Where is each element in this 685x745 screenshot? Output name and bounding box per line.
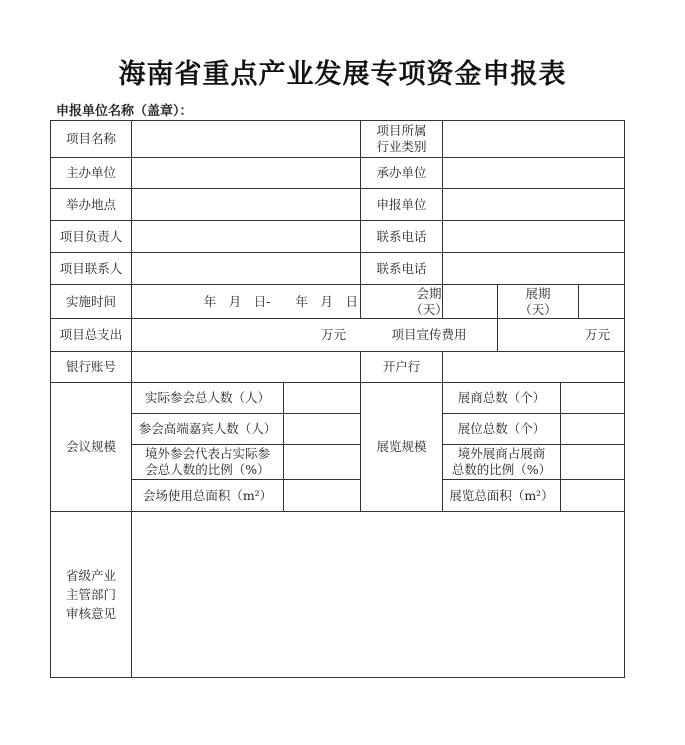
meeting-days-label-line1: 会期 [416,285,442,301]
booth-count-label: 展位总数（个） [457,421,546,436]
review-opinion-label [51,512,131,677]
project-lead-label: 项目负责人 [59,228,123,244]
review-opinion-field[interactable] [132,512,624,677]
applicant-unit-row-field[interactable] [443,189,624,220]
exhibitor-count-label: 展商总数（个） [457,390,546,405]
foreign-exhibitor-ratio-line1: 境外展商占展商 [457,446,546,461]
applicant-unit-row-label: 申报单位 [376,196,427,212]
venue-field[interactable] [132,189,360,220]
bank-label: 开户行 [382,359,421,374]
applicant-unit-line [56,100,397,119]
page-title: 海南省重点产业发展专项资金申报表 [118,59,567,90]
project-contact-field[interactable] [132,253,360,284]
lead-phone-label: 联系电话 [376,228,427,244]
meeting-vip-field[interactable] [284,414,360,444]
exhibition-area-field[interactable] [561,480,624,511]
date-range-field[interactable]: 年 月 日- 年 月 日 [203,293,358,309]
exhibition-scale-label: 展览规模 [376,439,427,454]
meeting-scale-label: 会议规模 [65,439,116,454]
foreign-exhibitor-ratio-label [443,445,560,479]
exhibition-days-label [498,285,578,318]
lead-phone-field[interactable] [443,221,624,252]
bank-field[interactable] [443,352,624,382]
review-opinion-line1: 省级产业 [65,568,116,583]
meeting-area-field[interactable] [284,480,360,511]
project-name-field[interactable] [132,121,360,157]
meeting-area-label: 会场使用总面积（m²） [142,487,273,503]
meeting-attendees-field[interactable] [284,383,360,413]
organizer-label: 主办单位 [65,165,116,180]
applicant-unit-label: 申报单位名称（盖章）： [56,104,193,119]
application-form-table [50,120,625,678]
meeting-foreign-ratio-line1: 境外参会代表占实际参 [144,446,270,461]
exhibition-area-label: 展览总面积（m²） [449,487,554,503]
implementation-time-label: 实施时间 [65,293,116,309]
meeting-attendees-label: 实际参会总人数（人） [144,390,270,405]
project-name-label: 项目名称 [65,131,116,146]
foreign-exhibitor-ratio-line2: 总数的比例（%） [451,462,552,477]
total-expense-field[interactable]: 万元 [320,327,346,342]
review-opinion-line3: 审核意见 [65,606,116,621]
contact-phone-field[interactable] [443,253,624,284]
meeting-foreign-ratio-field[interactable] [284,445,360,479]
meeting-days-label-line2: （天） [410,301,448,317]
contractor-label: 承办单位 [376,165,427,180]
review-opinion-line2: 主管部门 [65,587,116,602]
meeting-days-field[interactable] [443,285,497,318]
industry-type-field[interactable] [443,121,624,157]
total-expense-label: 项目总支出 [59,327,123,342]
exhibition-days-label-line1: 展期 [525,285,551,301]
industry-type-label [361,121,442,157]
bank-account-field[interactable] [132,352,360,382]
bank-account-label: 银行账号 [65,359,116,374]
exhibition-days-field[interactable] [579,285,624,318]
project-contact-label: 项目联系人 [59,260,123,276]
project-lead-field[interactable] [132,221,360,252]
meeting-foreign-ratio-label [132,445,283,479]
foreign-exhibitor-ratio-field[interactable] [561,445,624,479]
venue-label: 举办地点 [65,196,116,212]
industry-type-label-line2: 行业类别 [376,139,427,154]
contractor-field[interactable] [443,158,624,188]
exhibition-days-label-line2: （天） [519,301,557,317]
meeting-foreign-ratio-line2: 会总人数的比例（%） [145,462,270,477]
exhibitor-count-field[interactable] [561,383,624,413]
promo-expense-field[interactable]: 万元 [584,327,610,342]
promo-expense-label: 项目宣传费用 [391,327,467,342]
industry-type-label-line1: 项目所属 [376,123,427,138]
booth-count-field[interactable] [561,414,624,444]
contact-phone-label: 联系电话 [376,260,427,276]
organizer-field[interactable] [132,158,360,188]
meeting-vip-label: 参会高端嘉宾人数（人） [138,421,277,436]
